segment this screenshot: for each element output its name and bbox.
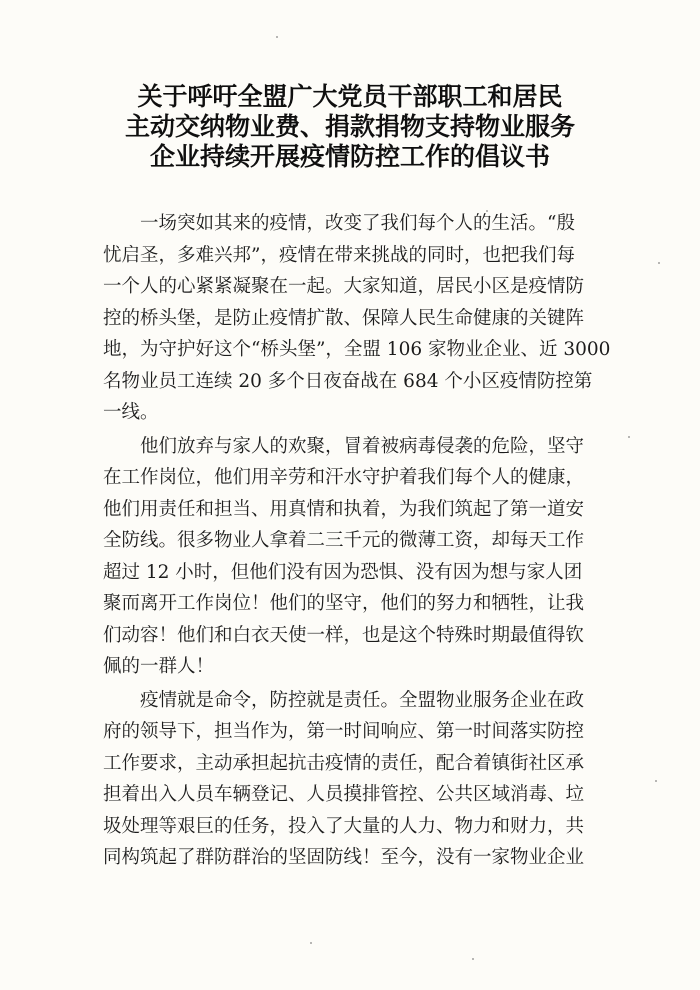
scan-speck: [472, 958, 474, 960]
scan-speck: [486, 210, 488, 212]
text-line: 聚而离开工作岗位！他们的坚守，他们的努力和牺牲，让我: [103, 593, 585, 614]
document-title: [40, 82, 660, 172]
text-line: 全防线。很多物业人拿着二三千元的微薄工资，却每天工作: [103, 530, 585, 551]
title-line: 企业持续开展疫情防控工作的倡议书: [149, 142, 550, 171]
paragraph-1: [103, 208, 610, 429]
text-line: 一线。: [103, 402, 159, 423]
scan-speck: [658, 262, 660, 264]
text-line: 疫情就是命令，防控就是责任。全盟物业服务企业在政: [103, 689, 585, 711]
scan-speck: [310, 942, 312, 944]
text-line: 地，为守护好这个“桥头堡”，全盟 106 家物业企业、近 3000: [103, 339, 611, 360]
scan-speck: [655, 780, 657, 782]
text-line: 他们放弃与家人的欢聚，冒着被病毒侵袭的危险，坚守: [103, 435, 585, 457]
paragraph-2: [103, 431, 610, 683]
title-line: 关于呼吁全盟广大党员干部职工和居民: [137, 82, 563, 111]
text-line: 们动容！他们和白衣天使一样，也是这个特殊时期最值得钦: [103, 624, 585, 646]
text-line: 超过 12 小时，但他们没有因为恐惧、没有因为想与家人团: [103, 561, 583, 583]
text-line: 圾处理等艰巨的任务，投入了大量的人力、物力和财力，共: [103, 815, 585, 837]
text-line: 他们用责任和担当、用真情和执着，为我们筑起了第一道安: [103, 498, 585, 520]
text-line: 名物业员工连续 20 多个日夜奋战在 684 个小区疫情防控第: [103, 370, 593, 392]
text-line: 一场突如其来的疫情，改变了我们每个人的生活。“殷: [103, 213, 575, 234]
text-line: 佩的一群人！: [103, 656, 215, 677]
text-line: 在工作岗位，他们用辛劳和汗水守护着我们每个人的健康，: [103, 467, 585, 488]
text-line: 同构筑起了群防群治的坚固防线！至今，没有一家物业企业: [103, 847, 585, 868]
document-body: [103, 208, 610, 874]
text-line: 一个人的心紧紧凝聚在一起。大家知道，居民小区是疫情防: [103, 276, 585, 297]
scan-speck: [628, 436, 630, 438]
text-line: 控的桥头堡，是防止疫情扩散、保障人民生命健康的关键阵: [103, 307, 585, 329]
text-line: 工作要求，主动承担起抗击疫情的责任，配合着镇街社区承: [103, 752, 585, 774]
text-line: 忧启圣，多难兴邦”，疫情在带来挑战的同时，也把我们每: [103, 244, 575, 266]
scan-speck: [276, 36, 278, 38]
paragraph-3: [103, 685, 610, 874]
text-line: 担着出入人员车辆登记、人员摸排管控、公共区域消毒、垃: [103, 784, 585, 805]
text-line: 府的领导下，担当作为，第一时间响应、第一时间落实防控: [103, 721, 585, 742]
title-line: 主动交纳物业费、捐款捐物支持物业服务: [124, 112, 575, 141]
